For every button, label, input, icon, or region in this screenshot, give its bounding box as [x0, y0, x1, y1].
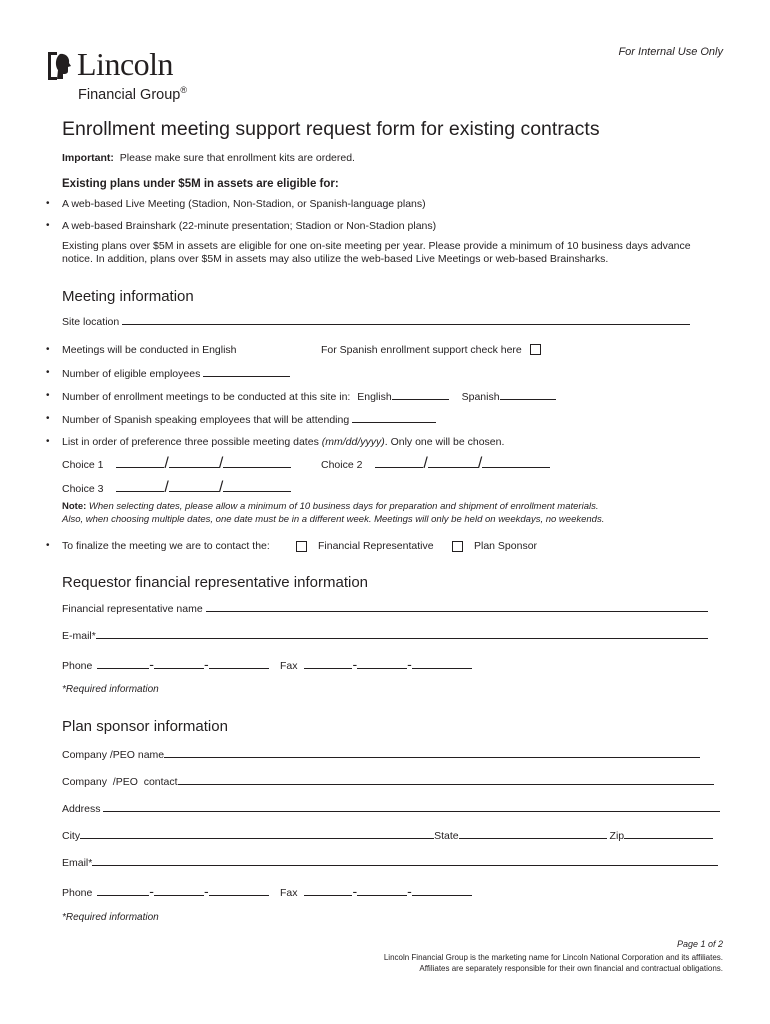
num-meetings-label: Number of enrollment meetings to be conducted at this site in: — [62, 391, 351, 403]
meeting-dates-instruction — [62, 436, 504, 448]
company-name-field[interactable] — [62, 748, 700, 761]
choice-3-month-line[interactable] — [116, 482, 164, 492]
company-contact-line[interactable] — [178, 775, 714, 785]
lincoln-logo — [46, 48, 206, 108]
logo-subtitle — [78, 85, 187, 103]
note-line-1: When selecting dates, please allow a minimum of 10 business days for preparation and shipment of enrollment materials. — [88, 501, 599, 512]
company-contact-label: Company /PEO contact — [62, 776, 178, 788]
fr-email-line[interactable] — [96, 629, 708, 639]
spanish-employees-line[interactable] — [352, 413, 436, 423]
eligibility-paragraph-line: notice. In addition, plans over $5M in assets may also utilize the web-based Live Meetings or web-based Brainsharks. — [62, 253, 609, 265]
spanish-support-label: For Spanish enrollment support check here — [321, 344, 522, 356]
requestor-section-heading: Requestor financial representative information — [62, 574, 368, 591]
fr-fax-label: Fax — [280, 660, 298, 672]
bullet: • — [46, 344, 50, 355]
note-label: Note: — [62, 501, 87, 512]
registered-mark: ® — [180, 85, 187, 95]
required-note: *Required information — [62, 684, 159, 695]
city-line[interactable] — [80, 829, 434, 839]
site-location-field[interactable] — [62, 315, 690, 328]
eligible-employees-label: Number of eligible employees — [62, 368, 201, 380]
phone-separator: - — [203, 883, 209, 899]
choice-3-year-line[interactable] — [223, 482, 291, 492]
fax-part-line[interactable] — [357, 659, 407, 669]
fax-part-line[interactable] — [304, 659, 352, 669]
choice-1-day-line[interactable] — [169, 458, 219, 468]
date-separator: / — [477, 455, 483, 472]
eligible-employees-field[interactable] — [62, 367, 290, 380]
fax-separator: - — [352, 883, 358, 899]
sponsor-email-label: Email* — [62, 857, 93, 869]
important-text: Please make sure that enrollment kits are ordered. — [119, 152, 355, 164]
fr-phone-field[interactable] — [62, 656, 269, 672]
spanish-label: Spanish — [461, 391, 500, 403]
eligible-heading: Existing plans under $5M in assets are eligible for: — [62, 178, 339, 190]
fr-name-line[interactable] — [206, 602, 708, 612]
logo-subtitle-text: Financial Group — [78, 86, 181, 103]
date-separator: / — [218, 455, 224, 472]
company-name-line[interactable] — [164, 748, 700, 758]
date-format: (mm/dd/yyyy) — [321, 436, 385, 448]
zip-line[interactable] — [624, 829, 713, 839]
fax-part-line[interactable] — [357, 886, 407, 896]
sponsor-email-field[interactable] — [62, 856, 718, 869]
state-label: State — [434, 830, 459, 842]
fr-phone-label: Phone — [62, 660, 93, 672]
internal-use-note: For Internal Use Only — [618, 46, 723, 58]
choice-2-field[interactable] — [321, 455, 550, 473]
bullet: • — [46, 220, 50, 231]
address-field[interactable] — [62, 802, 720, 815]
phone-separator: - — [203, 656, 209, 672]
bullet: • — [46, 540, 50, 551]
spanish-employees-label: Number of Spanish speaking employees that will be attending — [62, 414, 350, 426]
fax-part-line[interactable] — [412, 659, 472, 669]
spanish-count-line[interactable] — [500, 390, 556, 400]
company-name-label: Company /PEO name — [62, 749, 165, 761]
date-separator: / — [164, 479, 169, 496]
fax-part-line[interactable] — [412, 886, 472, 896]
bullet: • — [46, 198, 50, 209]
choice-2-month-line[interactable] — [375, 458, 423, 468]
bullet: • — [46, 413, 50, 424]
phone-part-line[interactable] — [97, 659, 149, 669]
fr-email-label: E-mail* — [62, 630, 96, 642]
fr-name-label: Financial representative name — [62, 603, 203, 615]
spanish-support-checkbox[interactable] — [530, 344, 541, 355]
state-line[interactable] — [459, 829, 607, 839]
date-separator: / — [423, 455, 428, 472]
address-line[interactable] — [103, 802, 720, 812]
sponsor-email-line[interactable] — [92, 856, 718, 866]
city-label: City — [62, 830, 81, 842]
choice-1-month-line[interactable] — [116, 458, 164, 468]
dates-note-line-2: Also, when choosing multiple dates, one date must be in a different week. Meetings will only be held on weekdays, no weekends. — [62, 514, 605, 525]
fr-email-field[interactable] — [62, 629, 708, 642]
dates-prefix: List in order of preference three possible meeting dates — [62, 436, 319, 448]
footer-disclaimer-line: Affiliates are separately responsible for their own financial and contractual obligations. — [419, 964, 723, 973]
eligibility-paragraph-line: Existing plans over $5M in assets are eligible for one on-site meeting per year. Please provide a minimum of 10 business days advance — [62, 240, 691, 252]
meeting-section-heading: Meeting information — [62, 288, 194, 305]
address-label: Address — [62, 803, 101, 815]
english-label: English — [357, 391, 392, 403]
sponsor-phone-field[interactable] — [62, 883, 269, 899]
fr-fax-field[interactable] — [280, 656, 472, 672]
choice-2-day-line[interactable] — [428, 458, 478, 468]
important-notice — [62, 152, 355, 164]
spanish-employees-field[interactable] — [62, 413, 436, 426]
phone-part-line[interactable] — [209, 886, 269, 896]
dates-note — [62, 501, 599, 512]
num-meetings-field[interactable] — [62, 390, 556, 403]
sponsor-phone-label: Phone — [62, 887, 93, 899]
plan-sponsor-checkbox[interactable] — [452, 541, 463, 552]
choice-1-field[interactable] — [62, 455, 291, 473]
eligible-item: A web-based Brainshark (22-minute presentation; Stadion or Non-Stadion plans) — [62, 220, 437, 232]
english-count-line[interactable] — [392, 390, 449, 400]
sponsor-fax-field[interactable] — [280, 883, 472, 899]
required-note: *Required information — [62, 912, 159, 923]
bullet: • — [46, 390, 50, 401]
city-field[interactable] — [62, 829, 713, 842]
choice-3-field[interactable] — [62, 479, 291, 497]
eligible-employees-line[interactable] — [203, 367, 290, 377]
english-meetings-text: Meetings will be conducted in English — [62, 344, 237, 356]
choice-2-label: Choice 2 — [321, 459, 363, 471]
important-label: Important: — [62, 152, 114, 164]
sponsor-fax-label: Fax — [280, 887, 298, 899]
footer-disclaimer-line: Lincoln Financial Group is the marketing name for Lincoln National Corporation and its affiliates. — [383, 953, 723, 962]
choice-3-label: Choice 3 — [62, 483, 104, 495]
logo-wordmark: Lincoln — [77, 46, 174, 82]
site-location-line[interactable] — [122, 315, 690, 325]
phone-separator: - — [149, 883, 154, 899]
eligible-item: A web-based Live Meeting (Stadion, Non-Stadion, or Spanish-language plans) — [62, 198, 426, 210]
page-number: Page 1 of 2 — [676, 939, 723, 949]
fax-separator: - — [407, 656, 412, 672]
choice-1-year-line[interactable] — [223, 458, 291, 468]
company-contact-field[interactable] — [62, 775, 714, 788]
phone-separator: - — [149, 656, 154, 672]
phone-part-line[interactable] — [154, 659, 204, 669]
date-separator: / — [218, 479, 224, 496]
financial-rep-checkbox[interactable] — [296, 541, 307, 552]
bullet: • — [46, 367, 50, 378]
fax-separator: - — [407, 883, 412, 899]
zip-label: Zip — [609, 830, 625, 842]
phone-part-line[interactable] — [97, 886, 149, 896]
dates-suffix: . Only one will be chosen. — [384, 436, 505, 448]
choice-2-year-line[interactable] — [482, 458, 550, 468]
date-separator: / — [164, 455, 169, 472]
fax-separator: - — [352, 656, 358, 672]
fr-name-field[interactable] — [62, 602, 708, 615]
fax-part-line[interactable] — [304, 886, 352, 896]
bullet: • — [46, 436, 50, 447]
page-title: Enrollment meeting support request form for existing contracts — [62, 118, 600, 140]
plan-sponsor-option-label: Plan Sponsor — [474, 540, 538, 552]
choice-1-label: Choice 1 — [62, 459, 104, 471]
contact-prompt: To finalize the meeting we are to contact the: — [62, 540, 270, 552]
lincoln-portrait-icon — [46, 50, 76, 82]
choice-3-day-line[interactable] — [169, 482, 219, 492]
site-location-label: Site location — [62, 316, 120, 328]
sponsor-section-heading: Plan sponsor information — [62, 718, 228, 735]
phone-part-line[interactable] — [209, 659, 269, 669]
phone-part-line[interactable] — [154, 886, 204, 896]
financial-rep-option-label: Financial Representative — [318, 540, 434, 552]
